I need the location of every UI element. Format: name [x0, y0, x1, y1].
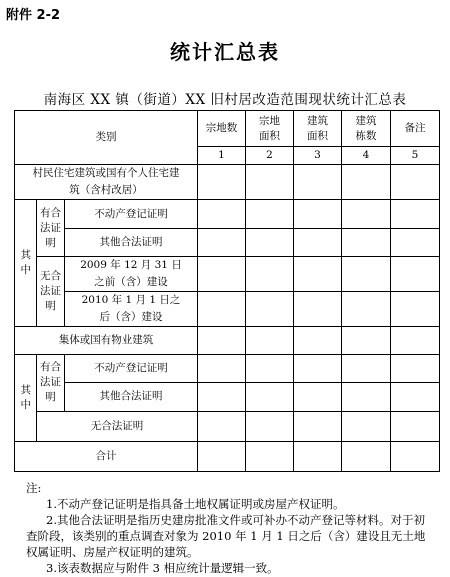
row-before-2009: 2009 年 12 月 31 日之前（含）建设: [65, 256, 198, 291]
table-cell: [246, 327, 294, 355]
table-cell: [246, 256, 294, 291]
no-legal-cert-label: 无合法证明: [37, 256, 65, 326]
table-cell: [391, 200, 440, 228]
table-cell: [342, 383, 391, 411]
table-cell: [198, 291, 246, 326]
table-cell: [342, 291, 391, 326]
table-cell: [198, 200, 246, 228]
note-2: 2.其他合法证明是指历史建房批准文件或可补办不动产登记等材料。对于初查阶段，该类别的重点调查对象为 2010 年 1 月 1 日之后（含）建设且无土地权属证明、房屋产权证明的建筑。: [26, 513, 426, 559]
table-cell: [342, 355, 391, 383]
row-village-housing: 村民住宅建筑或国有个人住宅建筑（含村改居）: [15, 165, 198, 200]
table-cell: [294, 411, 342, 441]
table-cell: [294, 228, 342, 256]
column-header: 备注: [391, 111, 440, 147]
table-cell: [391, 256, 440, 291]
table-cell: [391, 327, 440, 355]
table-cell: [391, 411, 440, 441]
table-cell: [198, 355, 246, 383]
table-cell: [246, 200, 294, 228]
row-no-legal-cert: 无合法证明: [37, 411, 198, 441]
table-cell: [198, 383, 246, 411]
row-collective: 集体或国有物业建筑: [15, 327, 198, 355]
table-cell: [294, 200, 342, 228]
table-cell: [198, 411, 246, 441]
qizhong-label: 其中: [15, 200, 37, 327]
table-cell: [342, 228, 391, 256]
notes-label: 注:: [26, 481, 42, 495]
column-number: 4: [342, 147, 391, 165]
table-cell: [198, 165, 246, 200]
column-header: 建筑栋数: [342, 111, 391, 147]
legal-cert-label: 有合法证明: [37, 200, 65, 256]
table-cell: [246, 291, 294, 326]
row-after-2010: 2010 年 1 月 1 日之后（含）建设: [65, 291, 198, 326]
table-cell: [246, 383, 294, 411]
table-cell: [246, 165, 294, 200]
table-cell: [342, 256, 391, 291]
table-cell: [391, 441, 440, 471]
column-header: 建筑面积: [294, 111, 342, 147]
table-cell: [391, 165, 440, 200]
table-cell: [391, 228, 440, 256]
table-cell: [294, 165, 342, 200]
notes: [26, 480, 436, 576]
table-cell: [294, 355, 342, 383]
note-1: 1.不动产登记证明是指具备土地权属证明或房屋产权证明。: [46, 497, 345, 511]
table-cell: [246, 441, 294, 471]
column-number: 5: [391, 147, 440, 165]
row-real-estate-cert: 不动产登记证明: [65, 200, 198, 228]
qizhong-label-2: 其中: [15, 355, 37, 441]
table-subtitle: 南海区 XX 镇（街道）XX 旧村居改造范围现状统计汇总表: [43, 92, 407, 108]
table-cell: [342, 441, 391, 471]
table-cell: [198, 228, 246, 256]
attachment-label: 附件 2-2: [6, 8, 61, 23]
note-3: 3.该表数据应与附件 3 相应统计量逻辑一致。: [46, 561, 279, 575]
table-cell: [294, 383, 342, 411]
column-header: 宗地数: [198, 111, 246, 147]
table-cell: [391, 291, 440, 326]
column-header: 宗地面积: [246, 111, 294, 147]
table-cell: [246, 355, 294, 383]
table-cell: [342, 411, 391, 441]
row-total: 合计: [15, 441, 198, 471]
table-cell: [294, 256, 342, 291]
row-real-estate-cert-2: 不动产登记证明: [65, 355, 198, 383]
summary-table: [14, 110, 440, 472]
column-number: 3: [294, 147, 342, 165]
page-title: 统计汇总表: [170, 40, 280, 64]
table-cell: [391, 355, 440, 383]
table-cell: [294, 441, 342, 471]
row-other-legal-cert: 其他合法证明: [65, 228, 198, 256]
table-cell: [198, 441, 246, 471]
legal-cert-label-2: 有合法证明: [37, 355, 65, 411]
table-cell: [391, 383, 440, 411]
table-cell: [246, 411, 294, 441]
table-cell: [342, 200, 391, 228]
column-number: 2: [246, 147, 294, 165]
category-header: 类别: [15, 111, 198, 165]
table-cell: [198, 327, 246, 355]
table-cell: [198, 256, 246, 291]
row-other-legal-cert-2: 其他合法证明: [65, 383, 198, 411]
column-number: 1: [198, 147, 246, 165]
table-cell: [294, 291, 342, 326]
table-cell: [342, 165, 391, 200]
table-cell: [294, 327, 342, 355]
table-cell: [246, 228, 294, 256]
table-cell: [342, 327, 391, 355]
